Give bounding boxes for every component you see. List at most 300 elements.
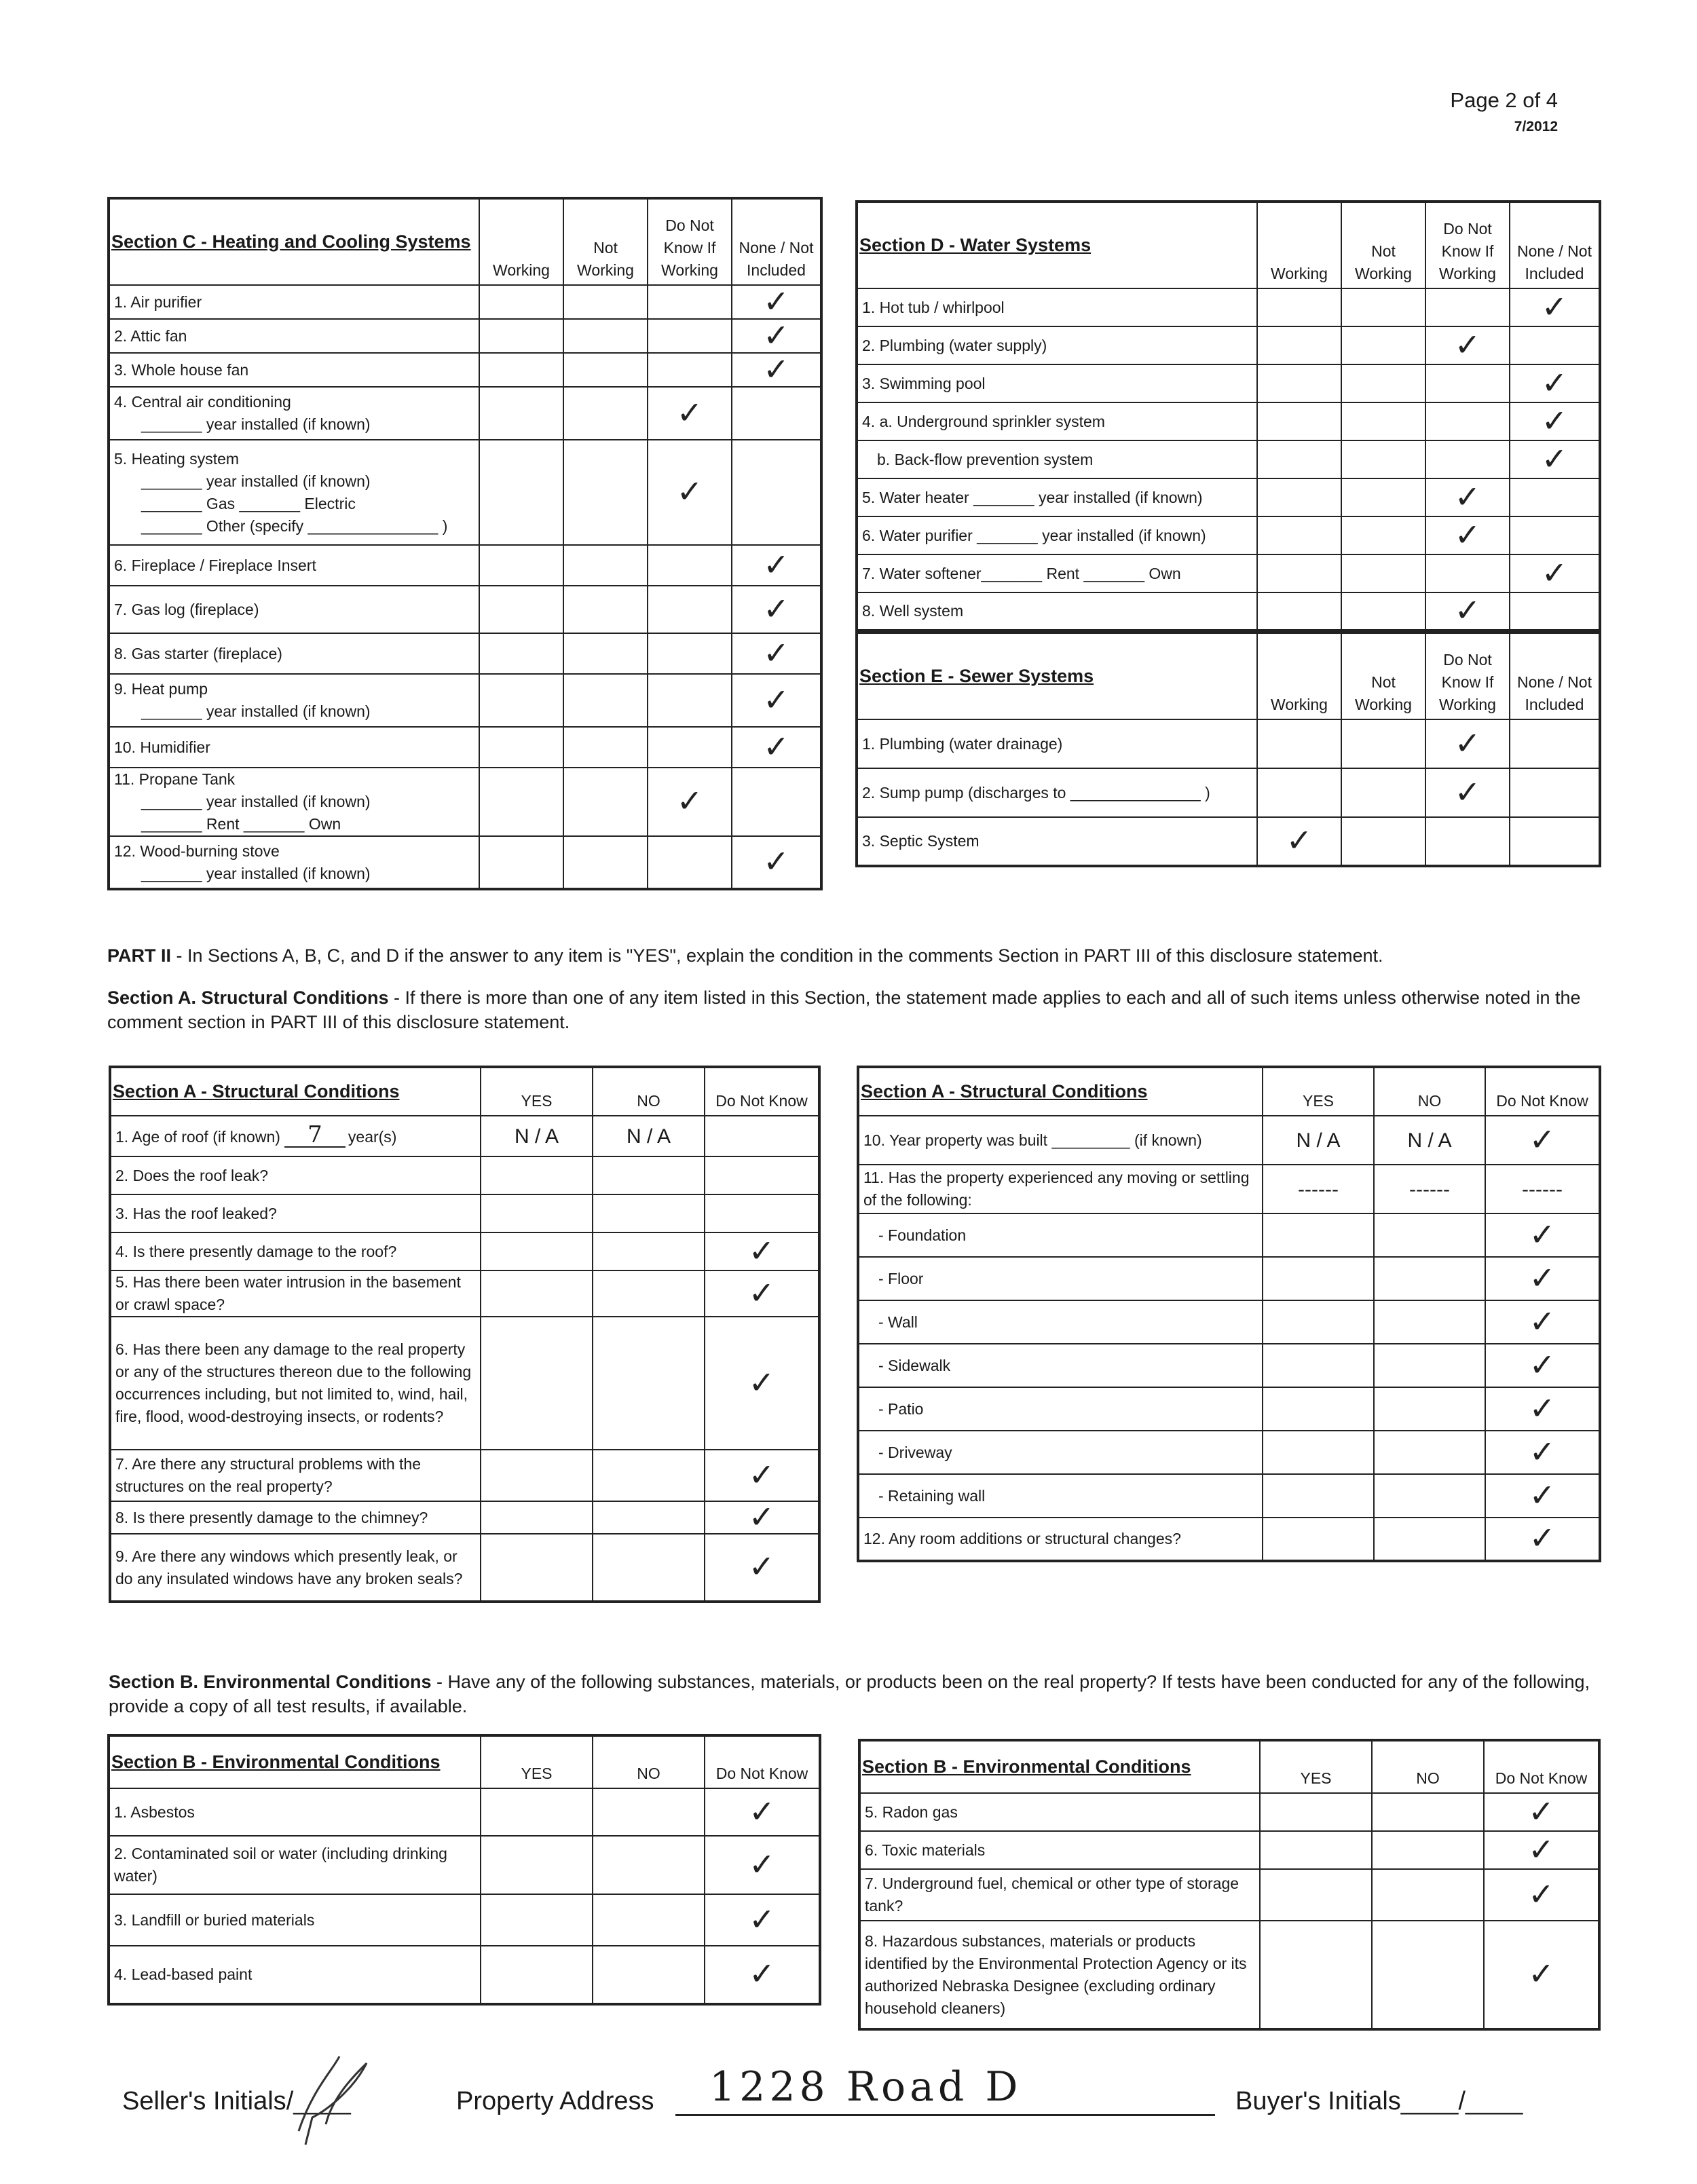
part-ii-intro-text: - In Sections A, B, C, and D if the answer to any item is "YES", explain the condition in the comments Section in PART III of this disclosure statement.: [171, 945, 1383, 966]
answer-cell: [481, 1894, 593, 1946]
roof-age-value: 7: [284, 1124, 346, 1148]
answer-cell: [1484, 1869, 1599, 1921]
answer-cell: [1510, 478, 1600, 516]
answer-cell: [1425, 326, 1510, 364]
answer-cell: [1260, 1793, 1372, 1831]
item-label-text: 1. Hot tub / whirlpool: [862, 298, 1005, 316]
table-row: [110, 1317, 819, 1450]
answer-cell: [1260, 1869, 1372, 1921]
part-ii-intro: [107, 943, 1601, 968]
column-header: None / Not Included: [1510, 633, 1600, 719]
answer-cell: [1341, 817, 1425, 866]
answer-cell: [1257, 817, 1341, 866]
answer-cell: [593, 1270, 705, 1317]
item-label: [857, 364, 1257, 402]
item-sublabel: _______ year installed (if known): [141, 864, 371, 882]
item-label: [859, 1831, 1260, 1869]
table-row: [857, 592, 1600, 630]
answer-cell: [1257, 402, 1341, 440]
item-label: [110, 1270, 481, 1317]
item-label-text: 5. Heating system: [114, 449, 240, 468]
check-mark-icon: ✓: [763, 319, 789, 353]
answer-cell: [481, 1836, 593, 1894]
answer-cell: [1485, 1474, 1600, 1518]
item-label-text: b. Back-flow prevention system: [877, 450, 1094, 468]
answer-cell: N / A: [1263, 1116, 1374, 1165]
check-mark-icon: ✓: [749, 1845, 775, 1883]
page-number: Page 2 of 4: [1450, 88, 1558, 112]
item-label-text: 5. Has there been water intrusion in the basement or crawl space?: [115, 1273, 461, 1313]
answer-cell: ------: [1374, 1165, 1485, 1213]
answer-cell: [705, 1894, 820, 1946]
column-header: Not Working: [1341, 202, 1425, 288]
answer-cell: [1257, 516, 1341, 554]
table-row: [858, 1387, 1600, 1431]
item-sublabel: _______ Other (specify _______________ ): [141, 516, 448, 535]
item-sublabel: _______ year installed (if known): [141, 472, 371, 490]
answer-cell: [481, 1270, 593, 1317]
item-label: [110, 1116, 481, 1156]
table-row: [858, 1344, 1600, 1387]
column-header: Working: [1257, 202, 1341, 288]
column-header: NO: [593, 1735, 705, 1788]
answer-cell: [593, 1534, 705, 1602]
property-address-label: Property Address: [456, 2087, 654, 2115]
answer-cell: N / A: [593, 1116, 705, 1156]
item-label-text: 2. Does the roof leak?: [115, 1166, 269, 1184]
answer-cell: [593, 1317, 705, 1450]
check-mark-icon: ✓: [1529, 1346, 1556, 1383]
item-sublabel: _______ year installed (if known): [141, 702, 371, 720]
answer-cell: [1341, 288, 1425, 326]
section-a-label: Section A. Structural Conditions: [107, 987, 389, 1008]
answer-cell: [705, 1534, 819, 1602]
answer-cell: [1257, 364, 1341, 402]
answer-cell: [593, 1232, 705, 1270]
column-header: Do Not Know If Working: [1425, 633, 1510, 719]
answer-cell: [479, 440, 563, 545]
item-label-text: 4. Lead-based paint: [114, 1965, 253, 1983]
table-row: [109, 674, 821, 727]
answer-cell: [593, 1156, 705, 1194]
item-label-text: 9. Heat pump: [114, 680, 208, 698]
answer-cell: [563, 727, 648, 768]
item-label: [857, 554, 1257, 592]
item-label: [858, 1213, 1263, 1257]
seller-initials-label: Seller's Initials: [122, 2087, 286, 2115]
item-label: [109, 1894, 481, 1946]
table-row: [858, 1300, 1600, 1344]
item-label: [858, 1431, 1263, 1474]
item-label: [859, 1793, 1260, 1831]
item-label-text: 10. Year property was built _________ (if known): [863, 1131, 1202, 1149]
item-sublabel: _______ Rent _______ Own: [141, 815, 341, 833]
answer-cell: [479, 768, 563, 836]
table-row: [109, 1894, 820, 1946]
answer-cell: [705, 1501, 819, 1534]
answer-cell: [1425, 440, 1510, 478]
answer-cell: ------: [1263, 1165, 1374, 1213]
answer-cell: [1341, 364, 1425, 402]
table-row: [857, 288, 1600, 326]
answer-cell: [1425, 478, 1510, 516]
answer-cell: [563, 285, 648, 319]
item-label: [857, 592, 1257, 630]
answer-cell: [479, 353, 563, 387]
answer-cell: [732, 440, 821, 545]
answer-cell: [479, 319, 563, 353]
table-row: [857, 364, 1600, 402]
check-mark-icon: ✓: [1454, 724, 1481, 761]
property-address-value: 1228 Road D: [709, 2063, 1022, 2111]
environmental-left-title: Section B - Environmental Conditions: [109, 1735, 481, 1788]
item-label: [110, 1534, 481, 1602]
answer-cell: [732, 353, 821, 387]
check-mark-icon: ✓: [748, 1363, 775, 1401]
check-mark-icon: ✓: [1454, 592, 1481, 628]
item-label-text: - Driveway: [878, 1443, 952, 1461]
check-mark-icon: ✓: [749, 1955, 775, 1992]
table-row: [109, 545, 821, 586]
item-label: [110, 1317, 481, 1450]
answer-cell: [563, 586, 648, 633]
item-label: [857, 326, 1257, 364]
answer-cell: [563, 319, 648, 353]
table-row: [109, 440, 821, 545]
table-row: [110, 1534, 819, 1602]
item-label-text: 7. Are there any structural problems with the structures on the real property?: [115, 1455, 421, 1495]
table-row: [110, 1194, 819, 1232]
answer-cell: [1510, 817, 1600, 866]
item-label-text: 4. Central air conditioning: [114, 393, 291, 411]
answer-cell: [1257, 554, 1341, 592]
column-header: Do Not Know: [1484, 1740, 1599, 1793]
table-row: [109, 768, 821, 836]
column-header: YES: [1263, 1067, 1374, 1116]
item-label-text: - Retaining wall: [878, 1486, 986, 1505]
table-row: [857, 402, 1600, 440]
answer-cell: [732, 586, 821, 633]
item-label-text: 11. Has the property experienced any moving or settling of the following:: [863, 1169, 1250, 1209]
answer-cell: [563, 836, 648, 889]
answer-cell: [1484, 1793, 1599, 1831]
item-label: [109, 285, 479, 319]
item-label-text: 3. Septic System: [862, 832, 980, 850]
check-mark-icon: ✓: [1529, 1121, 1556, 1158]
answer-cell: [593, 1788, 705, 1836]
check-mark-icon: ✓: [1528, 1793, 1554, 1830]
item-label-text: - Floor: [878, 1269, 924, 1287]
item-sublabel: _______ Gas _______ Electric: [141, 494, 356, 512]
item-label: [109, 633, 479, 674]
answer-cell: [705, 1836, 820, 1894]
answer-cell: [593, 1450, 705, 1501]
answer-cell: [1425, 768, 1510, 817]
answer-cell: [1425, 817, 1510, 866]
answer-cell: [563, 674, 648, 727]
check-mark-icon: ✓: [748, 1501, 775, 1534]
item-label: [109, 319, 479, 353]
answer-cell: ------: [1485, 1165, 1600, 1213]
check-mark-icon: ✓: [748, 1274, 775, 1311]
answer-cell: [1425, 364, 1510, 402]
answer-cell: [1257, 288, 1341, 326]
table-row: [109, 633, 821, 674]
item-label: [858, 1165, 1263, 1213]
item-label: [109, 768, 479, 836]
item-sublabel: _______ year installed (if known): [141, 793, 371, 810]
answer-cell: [479, 285, 563, 319]
item-label: [109, 727, 479, 768]
answer-cell: [1510, 592, 1600, 630]
column-header: NO: [593, 1067, 705, 1116]
environmental-right-title: Section B - Environmental Conditions: [859, 1740, 1260, 1793]
item-label: [110, 1156, 481, 1194]
check-mark-icon: ✓: [763, 634, 789, 671]
answer-cell: [1510, 516, 1600, 554]
answer-cell: [1263, 1257, 1374, 1300]
answer-cell: [481, 1788, 593, 1836]
answer-cell: [1485, 1300, 1600, 1344]
answer-cell: [1374, 1300, 1485, 1344]
answer-cell: [563, 768, 648, 836]
item-label-text: - Foundation: [878, 1226, 967, 1244]
structural-conditions-right-table: [857, 1066, 1601, 1562]
answer-cell: [593, 1836, 705, 1894]
answer-cell: [1260, 1831, 1372, 1869]
item-label-text: - Patio: [878, 1399, 924, 1418]
check-mark-icon: ✓: [763, 843, 789, 880]
table-row: [110, 1450, 819, 1501]
answer-cell: [593, 1946, 705, 2004]
answer-cell: [1510, 768, 1600, 817]
answer-cell: [1257, 326, 1341, 364]
section-e-sewer-systems-table: [855, 631, 1601, 867]
check-mark-icon: ✓: [748, 1456, 775, 1493]
table-row: [859, 1793, 1599, 1831]
table-row: [110, 1501, 819, 1534]
check-mark-icon: ✓: [763, 285, 789, 319]
answer-cell: [705, 1946, 820, 2004]
answer-cell: [705, 1194, 819, 1232]
table-row: [109, 1788, 820, 1836]
section-e-title: Section E - Sewer Systems: [857, 633, 1257, 719]
item-label-text: 11. Propane Tank: [114, 770, 236, 788]
section-c-title: Section C - Heating and Cooling Systems: [109, 198, 479, 285]
section-a-intro-text: - If there is more than one of any item listed in this Section, the statement made applies to each and all of such items unless otherwise noted in the comment section in PART III of this disclosure statement.: [107, 987, 1581, 1032]
item-label-text: 1. Air purifier: [114, 293, 202, 311]
table-row: [858, 1431, 1600, 1474]
answer-cell: [1510, 402, 1600, 440]
check-mark-icon: ✓: [1541, 440, 1568, 477]
answer-cell: [1485, 1213, 1600, 1257]
column-header: Do Not Know If Working: [648, 198, 732, 285]
column-header: Working: [479, 198, 563, 285]
check-mark-icon: ✓: [1529, 1389, 1556, 1427]
answer-cell: [1257, 592, 1341, 630]
item-label: [109, 836, 479, 889]
table-row: [110, 1116, 819, 1156]
column-header: Do Not Know If Working: [1425, 202, 1510, 288]
item-label-text: 3. Has the roof leaked?: [115, 1204, 277, 1222]
answer-cell: [1425, 592, 1510, 630]
answer-cell: [479, 836, 563, 889]
item-label-text: 7. Water softener_______ Rent _______ Own: [862, 564, 1181, 582]
answer-cell: [481, 1232, 593, 1270]
structural-right-title: Section A - Structural Conditions: [858, 1067, 1263, 1116]
answer-cell: [1341, 326, 1425, 364]
check-mark-icon: ✓: [676, 473, 703, 510]
table-row: [109, 387, 821, 440]
item-label-text: 6. Water purifier _______ year installed (if known): [862, 526, 1206, 544]
answer-cell: [732, 674, 821, 727]
answer-cell: [1374, 1387, 1485, 1431]
check-mark-icon: ✓: [1529, 1216, 1556, 1253]
check-mark-icon: ✓: [749, 1792, 775, 1830]
item-label-text: - Sidewalk: [878, 1356, 951, 1374]
answer-cell: [1374, 1344, 1485, 1387]
check-mark-icon: ✓: [1454, 773, 1481, 810]
property-address: [456, 2087, 654, 2116]
column-header: Do Not Know: [705, 1735, 820, 1788]
check-mark-icon: ✓: [763, 590, 789, 627]
answer-cell: [1263, 1344, 1374, 1387]
table-row: [110, 1156, 819, 1194]
item-label: [109, 674, 479, 727]
section-b-intro: [109, 1670, 1602, 1718]
item-label-text: 4. Is there presently damage to the roof?: [115, 1242, 397, 1260]
item-label: [858, 1474, 1263, 1518]
buyer-initials-blank: ____/____: [1400, 2087, 1523, 2115]
answer-cell: [1374, 1518, 1485, 1561]
table-row: [857, 516, 1600, 554]
check-mark-icon: ✓: [1529, 1476, 1556, 1513]
answer-cell: [1485, 1116, 1600, 1165]
answer-cell: [1425, 516, 1510, 554]
answer-cell: [648, 586, 732, 633]
table-row: [859, 1921, 1599, 2029]
item-label-text: 12. Any room additions or structural changes?: [863, 1530, 1181, 1547]
item-label-text: 7. Underground fuel, chemical or other type of storage tank?: [865, 1875, 1239, 1915]
item-label-text: 6. Toxic materials: [865, 1841, 986, 1859]
column-header: YES: [481, 1067, 593, 1116]
answer-cell: [648, 768, 732, 836]
answer-cell: [1374, 1257, 1485, 1300]
item-label-text: 12. Wood-burning stove: [114, 842, 280, 860]
answer-cell: [1263, 1213, 1374, 1257]
answer-cell: [1263, 1300, 1374, 1344]
check-mark-icon: ✓: [1454, 326, 1481, 363]
check-mark-icon: ✓: [1529, 1433, 1556, 1470]
item-label: [857, 288, 1257, 326]
answer-cell: [1485, 1518, 1600, 1561]
item-label: [109, 387, 479, 440]
check-mark-icon: ✓: [1529, 1259, 1556, 1296]
item-label-text: 2. Sump pump (discharges to _______________ ): [862, 783, 1210, 802]
answer-cell: [1510, 326, 1600, 364]
answer-cell: [1425, 719, 1510, 768]
answer-cell: [1263, 1474, 1374, 1518]
table-row: [109, 1946, 820, 2004]
answer-cell: [705, 1232, 819, 1270]
table-row: [857, 554, 1600, 592]
answer-cell: [481, 1317, 593, 1450]
item-label-text: 3. Swimming pool: [862, 374, 986, 392]
answer-cell: [1510, 554, 1600, 592]
answer-cell: [1341, 516, 1425, 554]
answer-cell: [1374, 1474, 1485, 1518]
answer-cell: [705, 1317, 819, 1450]
item-label: [858, 1518, 1263, 1561]
section-c-heating-cooling-table: [107, 197, 823, 890]
answer-cell: [563, 440, 648, 545]
item-label-text: 6. Fireplace / Fireplace Insert: [114, 556, 316, 574]
item-label-text: 6. Has there been any damage to the real property or any of the structures thereon due to the following occurrences including, but not limited to, wind, hail, fire, flood, wood-destroying insects, or rodents?: [115, 1340, 472, 1425]
answer-cell: [648, 545, 732, 586]
answer-cell: [648, 633, 732, 674]
table-row: [858, 1213, 1600, 1257]
answer-cell: [732, 768, 821, 836]
check-mark-icon: ✓: [676, 394, 703, 431]
column-header: Do Not Know: [705, 1067, 819, 1116]
answer-cell: [648, 836, 732, 889]
section-a-intro: [107, 985, 1601, 1034]
column-header: Do Not Know: [1485, 1067, 1600, 1116]
answer-cell: [1257, 719, 1341, 768]
item-label-text: 3. Landfill or buried materials: [114, 1910, 315, 1929]
check-mark-icon: ✓: [1528, 1875, 1554, 1913]
check-mark-icon: ✓: [1528, 1831, 1554, 1868]
check-mark-icon: ✓: [763, 728, 789, 765]
answer-cell: [648, 319, 732, 353]
item-label-text: 1. Plumbing (water drainage): [862, 734, 1063, 753]
answer-cell: [732, 545, 821, 586]
table-row: [859, 1869, 1599, 1921]
answer-cell: [1374, 1213, 1485, 1257]
item-label-text: 4. a. Underground sprinkler system: [862, 412, 1105, 430]
item-label: [858, 1257, 1263, 1300]
answer-cell: [705, 1116, 819, 1156]
answer-cell: [563, 387, 648, 440]
table-row: [109, 836, 821, 889]
table-row: [857, 719, 1600, 768]
form-date-code: 7/2012: [1514, 119, 1558, 134]
answer-cell: [1425, 402, 1510, 440]
check-mark-icon: ✓: [1541, 402, 1568, 439]
check-mark-icon: ✓: [763, 546, 789, 583]
table-row: [857, 817, 1600, 866]
check-mark-icon: ✓: [1541, 288, 1568, 325]
answer-cell: [479, 633, 563, 674]
table-row: [110, 1270, 819, 1317]
item-label: [109, 545, 479, 586]
item-label-text: 9. Are there any windows which presently leak, or do any insulated windows have any broken seals?: [115, 1547, 463, 1587]
answer-cell: [1341, 592, 1425, 630]
table-row: [857, 440, 1600, 478]
check-mark-icon: ✓: [676, 783, 703, 819]
answer-cell: [1263, 1387, 1374, 1431]
answer-cell: [1341, 554, 1425, 592]
answer-cell: [648, 387, 732, 440]
item-label-text: 1. Age of roof (if known): [115, 1128, 280, 1146]
answer-cell: [1485, 1387, 1600, 1431]
answer-cell: [648, 285, 732, 319]
item-label-text: 2. Plumbing (water supply): [862, 336, 1047, 354]
answer-cell: [1374, 1431, 1485, 1474]
answer-cell: [1484, 1921, 1599, 2029]
table-row: [858, 1518, 1600, 1561]
answer-cell: [593, 1194, 705, 1232]
